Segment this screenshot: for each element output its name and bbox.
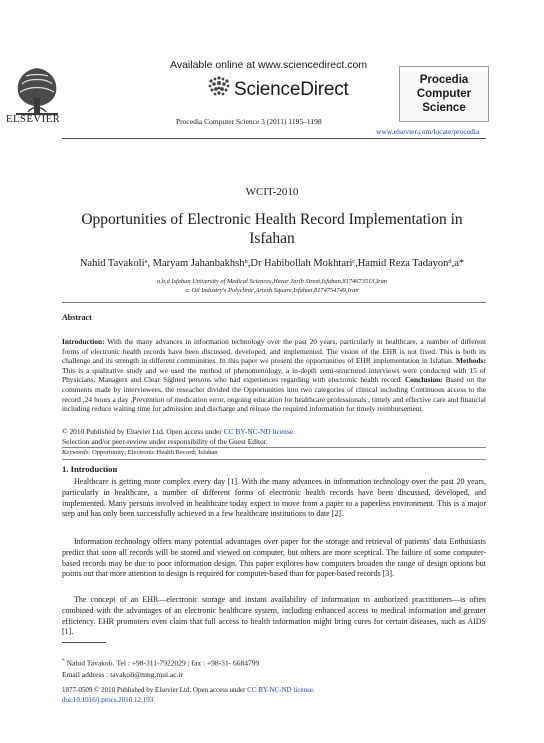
abstract-conclusion-text: Based on the comments made by interviewees, the reseacher divided the Opportunities into two categories of clinical including Continuous access to the record ,24 hours a day ,Prevention of medication error, ongoing education for healthcare professionals , timely and effective care and financial including reduce waiting time for admission and discharge and release the required information for timely reimbursement. [62,375,486,414]
abstract-methods-text: This is a qualitative study and we used the method of phenomenology, a in-depth semi-structured interviews were conducted with 15 of Physicians, Managers and Clear Sighted persons who had experiences regarding with electronic health record. [62,365,486,385]
keywords-label: Keywords: [62,449,91,456]
procedia-journal-badge [399,66,489,122]
available-online-text: Available online at www.sciencedirect.com [170,59,368,71]
footnote-divider [62,642,106,643]
abstract-intro-label: Introduction: [62,337,105,346]
footer-copyright [62,686,315,705]
intro-paragraph: The concept of an EHR—electronic storage and instant availability of information to authorized practitioners—is often combined with the advantages of an electronic healthcare system, including enhanced access to medical information and greater efficiency. EHR promoters even claim that full access to health information might bring cures for certain diseases, such as AIDS [1]. [62,595,486,637]
intro-paragraph: Information technology offers many potential advantages over paper for the storage and retrieval of patients' data Enthusiasts predict that soon all records will be stored and viewed on computer, but others are more sceptical. The failure of some computer-based records may be due to poor information design. This paper explores how computers broaden the range of design options but points out that more attention to design is required for computer-based than for paper-based records [3]. [62,537,486,579]
abstract-intro-text: With the many advances in information technology over the past 20 years, particularly in healthcare, a number of different forms of electronic health records have been discussed, developed, and implemented. The vision of the EHR is not fixed. This is both its challenge and its strength in different communities. In this paper we present the opportunities of EHR implementation in Isfahan. [62,337,486,366]
keywords-text: Opportunity; Electronic Health Record; Isfahan [90,449,218,456]
intro-paragraph: Healthcare is getting more complex every day [1]. With the many advances in information technology over the past 20 years, particularly in healthcare, a number of different forms of electronic health records have been discussed, developed, and implemented. Many persons involved in healthcare today expect to move from a paper to a paperless environment. This is a major step and has only been successfully achieved in a few healthcare institutions to date [2]. [62,477,486,519]
abstract-text [62,337,486,414]
procedia-line: Procedia [419,74,469,86]
title-line: Isfahan [249,230,295,247]
peer-review-note: Selection and/or peer-review under responsibility of the Guest Editor. [62,437,268,446]
journal-url-link[interactable]: www.elsevier.com/locate/procedia [376,127,480,136]
author-list: Nahid Tavakoliᵃ, Maryam Jahanbakhshᵇ,Dr Habibollah Mokhtariᶜ,Hamid Reza Tadayonᵈ,a* [79,258,465,269]
footnote-marker: * [62,658,65,664]
abstract-divider [62,302,486,303]
license-link[interactable]: CC BY-NC-ND license. [223,427,295,436]
doi-link[interactable]: doi:10.1016/j.procs.2010.12.193 [62,695,154,704]
title-line: Opportunities of Electronic Health Record Implementation in [81,211,463,228]
sciencedirect-wordmark: ScienceDirect [234,79,349,100]
section-heading-introduction: 1. Introduction [62,464,118,474]
affiliations [90,278,454,295]
sciencedirect-logo-icon [206,74,232,100]
procedia-line: Science [422,102,466,114]
affiliation-line: c. Oil Industry's Polyclinic,Artesh Square,Isfahan,8174754749,Iran [185,286,359,294]
footer-license-link[interactable]: CC BY-NC-ND license. [247,686,315,694]
elsevier-tree-logo [8,62,66,118]
keywords-line [62,449,218,456]
footnote-contact: Nahid Tavakoli. Tel : +98-311-7922029 ; fax : +98-31- 6684799 [64,658,260,668]
journal-reference: Procedia Computer Science 3 (2011) 1195–1198 [176,117,322,126]
keywords-divider-bottom [62,459,486,460]
copyright-text: © 2010 Published by Elsevier Ltd. [62,427,165,436]
abstract-methods-label: Methods: [456,356,486,366]
header-divider [62,138,486,139]
conference-name: WCIT-2010 [245,186,299,198]
procedia-line: Computer [416,88,472,100]
copyright-line [62,427,295,436]
elsevier-wordmark: ELSEVIER [6,114,61,125]
corresponding-author-footnote [62,656,259,680]
abstract-conclusion-label: Conclusion: [404,375,443,385]
footer-open-access-text: Open access under [191,686,248,694]
affiliation-line: a,b,d Isfahan University of Medical Sciences,Hezar Jarib Street,Isfahan,8174673513,Iran [157,278,387,285]
abstract-heading: Abstract [62,313,92,322]
footer-issn-text: 1877-0509 © 2010 Published by Elsevier Ltd. [62,686,192,694]
keywords-divider-top [62,447,486,448]
footnote-email: Email address : tavakoli@mng.mui.ac.ir [62,669,184,679]
open-access-text: Open access under [164,427,224,436]
paper-title [60,210,484,248]
